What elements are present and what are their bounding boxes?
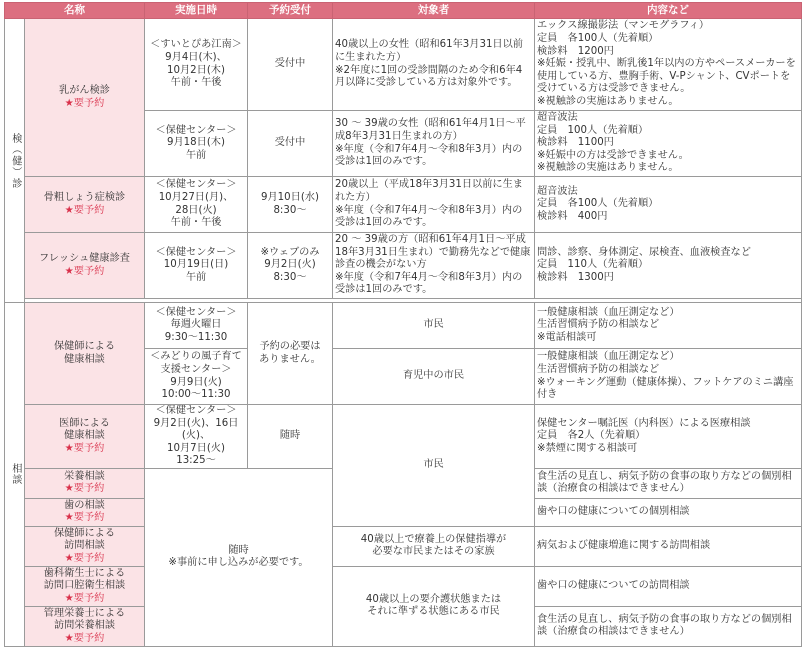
target-line: 20 ～ 39歳の方（昭和61年4月1日～平成18年3月31日生まれ）で勤務先などで健康診査の機会がない方	[335, 234, 531, 271]
content-line: ※視触診の実施はありません。	[537, 162, 679, 174]
target-line: 40歳以上の要介護状態または	[365, 593, 502, 605]
name-nurse-visit	[25, 526, 145, 566]
header-row	[5, 3, 802, 19]
target-line: 40歳以上の女性（昭和61年3月31日以前に生まれた方）	[335, 39, 523, 63]
name-text: 歯の相談	[64, 499, 105, 511]
name-text: 健康相談	[64, 353, 105, 365]
required-badge: ★要予約	[64, 97, 105, 109]
date-line: 9月4日(木)、	[165, 51, 227, 63]
target-cell	[333, 526, 535, 566]
reservation-cell	[248, 303, 333, 405]
content-cell: 病気および健康増進に関する訪問相談	[535, 526, 802, 566]
content-line: 検診料 1200円	[537, 45, 614, 57]
target-cell: 市民	[333, 303, 535, 349]
content-line: 問診、診察、身体測定、尿検査、血液検査など	[537, 246, 751, 258]
name-text: 歯科衛生士による	[43, 567, 126, 579]
header-content: 内容など	[535, 3, 802, 19]
name-bone	[25, 177, 145, 233]
content-line: 検診料 400円	[537, 210, 608, 222]
content-line: 検診料 1300円	[537, 271, 614, 283]
table-row	[5, 566, 802, 606]
date-reservation-merged	[145, 468, 333, 646]
content-line: 一般健康相談（血圧測定など）	[537, 306, 680, 318]
header-target: 対象者	[333, 3, 535, 19]
date-line: 9月9日(火)	[170, 376, 222, 388]
required-badge: ★要予約	[64, 265, 105, 277]
header-date: 実施日時	[145, 3, 248, 19]
name-text: 骨粗しょう症検診	[43, 191, 126, 203]
date-line: 9月18日(木)	[167, 137, 225, 149]
content-line: ※禁煙に関する相談可	[537, 442, 638, 454]
content-cell: 歯や口の健康についての個別相談	[535, 498, 802, 526]
reservation-line: 9月10日(水)	[261, 191, 319, 203]
table-row	[5, 19, 802, 111]
date-line: 午前	[185, 271, 207, 283]
target-line: 20歳以上（平成18年3月31日以前に生まれた方）	[335, 179, 523, 203]
content-line: 生活習慣病予防の相談など	[537, 363, 660, 375]
date-line: ＜保健センター＞	[155, 306, 237, 318]
table-row	[5, 526, 802, 566]
content-cell	[535, 405, 802, 469]
content-line: エックス線撮影法（マンモグラフィ）	[537, 20, 710, 32]
target-line: ※年度（令和7年4月～令和8年3月）内の受診は1回のみです。	[335, 204, 523, 229]
content-cell	[535, 177, 802, 233]
required-badge: ★要予約	[64, 592, 105, 604]
date-cell	[145, 111, 248, 177]
date-line: 午前・午後	[170, 77, 222, 89]
reservation-line: 予約の必要は	[259, 340, 321, 352]
name-text: フレッシュ健康診査	[39, 252, 130, 264]
content-line: ※妊娠中の方は受診できません。	[537, 149, 689, 161]
name-text: 保健師による	[53, 527, 116, 539]
reservation-cell	[248, 233, 333, 299]
date-line: 9月2日(火)、16日(火)、	[153, 417, 239, 442]
name-text: 訪問栄養相談	[53, 620, 116, 632]
header-name: 名称	[5, 3, 145, 19]
table-row	[5, 405, 802, 469]
date-line: 随時	[228, 544, 249, 556]
reservation-line: 8:30～	[273, 204, 307, 216]
name-fresh	[25, 233, 145, 299]
content-line: ※電話相談可	[537, 331, 597, 343]
target-line: ※年度（令和7年4月～令和8年3月）内の受診は1回のみです。	[335, 271, 523, 296]
reservation-line: ありません。	[259, 353, 321, 365]
name-diet-visit	[25, 606, 145, 646]
target-cell: 市民	[333, 405, 535, 527]
date-line: 28日(火)	[175, 204, 217, 216]
date-line: 9:30～11:30	[164, 331, 228, 343]
date-line: 午前	[185, 149, 207, 161]
table-row	[5, 303, 802, 349]
content-line: 検診料 1100円	[537, 137, 614, 149]
reservation-cell: 随時	[248, 405, 333, 469]
content-line: ※視触診の実施はありません。	[537, 95, 679, 107]
date-line: ＜保健センター＞	[155, 246, 237, 258]
target-line: ※年度（令和7年4月～令和8年3月）内の受診は1回のみです。	[335, 143, 523, 168]
reservation-line: 9月2日(火)	[264, 259, 316, 271]
required-badge: ★要予約	[64, 442, 105, 454]
date-cell	[145, 303, 248, 349]
target-line: ※2年度に1回の受診間隔のため令和6年4月以降に受診している方は対象外です。	[335, 64, 523, 89]
content-line: 保健センター嘱託医（内科医）による医療相談	[537, 417, 751, 429]
date-cell	[145, 349, 248, 405]
target-cell	[333, 233, 535, 299]
required-badge: ★要予約	[64, 632, 105, 644]
content-line: 一般健康相談（血圧測定など）	[537, 351, 680, 363]
name-text: 健康相談	[64, 430, 105, 442]
name-text: 訪問口腔衛生相談	[43, 580, 126, 592]
content-line: 定員 各100人（先着順）	[537, 198, 659, 210]
reservation-cell: 受付中	[248, 111, 333, 177]
name-text: 保健師による	[53, 340, 116, 352]
reservation-line: 8:30～	[273, 271, 307, 283]
target-cell	[333, 177, 535, 233]
content-cell: 食生活の見直し、病気予防の食事の取り方などの個別相談（治療食の相談はできません）	[535, 468, 802, 498]
content-line: 定員 各100人（先着順）	[537, 33, 659, 45]
date-line: 10月7日(火)	[167, 442, 225, 454]
category-kenshin: 検（健）診	[5, 19, 25, 303]
date-line: ＜保健センター＞	[155, 405, 237, 416]
content-line: 生活習慣病予防の相談など	[537, 319, 660, 331]
content-cell	[535, 349, 802, 405]
content-line: ※ウォーキング運動（健康体操）、フットケアのミニ講座付き	[537, 376, 794, 401]
target-cell: 育児中の市民	[333, 349, 535, 405]
date-line: 毎週火曜日	[170, 319, 222, 331]
required-badge: ★要予約	[64, 512, 105, 524]
date-line: 10:00～11:30	[161, 389, 231, 401]
name-doctor-consult	[25, 405, 145, 469]
reservation-cell	[248, 177, 333, 233]
content-cell	[535, 233, 802, 299]
content-line: 超音波法	[537, 112, 578, 124]
required-badge: ★要予約	[64, 204, 105, 216]
header-reservation: 予約受付	[248, 3, 333, 19]
content-line: ※妊娠・授乳中、断乳後1年以内の方やペースメーカーを使用している方、豊胸手術、V-Pシャント、CVポートを受けている方は受診できません。	[537, 58, 796, 95]
date-cell	[145, 19, 248, 111]
target-cell	[333, 19, 535, 111]
schedule-table	[4, 2, 802, 647]
name-teeth	[25, 498, 145, 526]
date-line: ＜みどりの風子育て支援センター＞	[150, 351, 242, 375]
content-cell	[535, 303, 802, 349]
date-line: 10月19日(日)	[163, 259, 229, 271]
date-cell	[145, 233, 248, 299]
target-cell	[333, 566, 535, 646]
date-line: 10月2日(木)	[167, 64, 225, 76]
name-text: 医師による	[59, 417, 110, 429]
content-cell: 食生活の見直し、病気予防の食事の取り方などの個別相談（治療食の相談はできません）	[535, 606, 802, 646]
target-line: それに準ずる状態にある市民	[367, 606, 500, 618]
date-line: ＜すいとぴあ江南＞	[150, 39, 242, 51]
content-line: 超音波法	[537, 185, 578, 197]
date-line: 13:25～	[176, 455, 216, 467]
date-line: ※事前に申し込みが必要です。	[168, 557, 309, 569]
table-row	[5, 177, 802, 233]
name-text: 乳がん検診	[59, 84, 110, 96]
date-line: 10月27日(月)、	[158, 191, 234, 203]
reservation-cell: 受付中	[248, 19, 333, 111]
name-nurse-consult	[25, 303, 145, 405]
target-cell	[333, 111, 535, 177]
content-cell	[535, 111, 802, 177]
content-cell	[535, 19, 802, 111]
table-row	[5, 233, 802, 299]
content-line: 定員 100人（先着順）	[537, 124, 649, 136]
date-cell	[145, 405, 248, 469]
required-badge: ★要予約	[64, 483, 105, 495]
name-nutrition	[25, 468, 145, 498]
content-cell: 歯や口の健康についての訪問相談	[535, 566, 802, 606]
target-line: 必要な市民またはその家族	[372, 546, 495, 558]
target-line: 30 ～ 39歳の女性（昭和61年4月1日～平成8年3月31日生まれの方）	[335, 118, 526, 142]
required-badge: ★要予約	[64, 552, 105, 564]
name-text: 訪問相談	[64, 540, 105, 552]
date-line: ＜保健センター＞	[155, 124, 237, 136]
name-text: 栄養相談	[64, 470, 105, 482]
name-dental-visit	[25, 566, 145, 606]
name-breast-cancer	[25, 19, 145, 177]
date-cell	[145, 177, 248, 233]
name-text: 管理栄養士による	[43, 607, 126, 619]
content-line: 定員 各2人（先着順）	[537, 430, 646, 442]
reservation-line: ※ウェブのみ	[260, 246, 320, 258]
target-line: 40歳以上で療養上の保健指導が	[360, 533, 507, 545]
content-line: 定員 110人（先着順）	[537, 259, 649, 271]
category-sodan: 相談	[5, 303, 25, 647]
date-line: 午前・午後	[170, 217, 222, 229]
date-line: ＜保健センター＞	[155, 179, 237, 191]
